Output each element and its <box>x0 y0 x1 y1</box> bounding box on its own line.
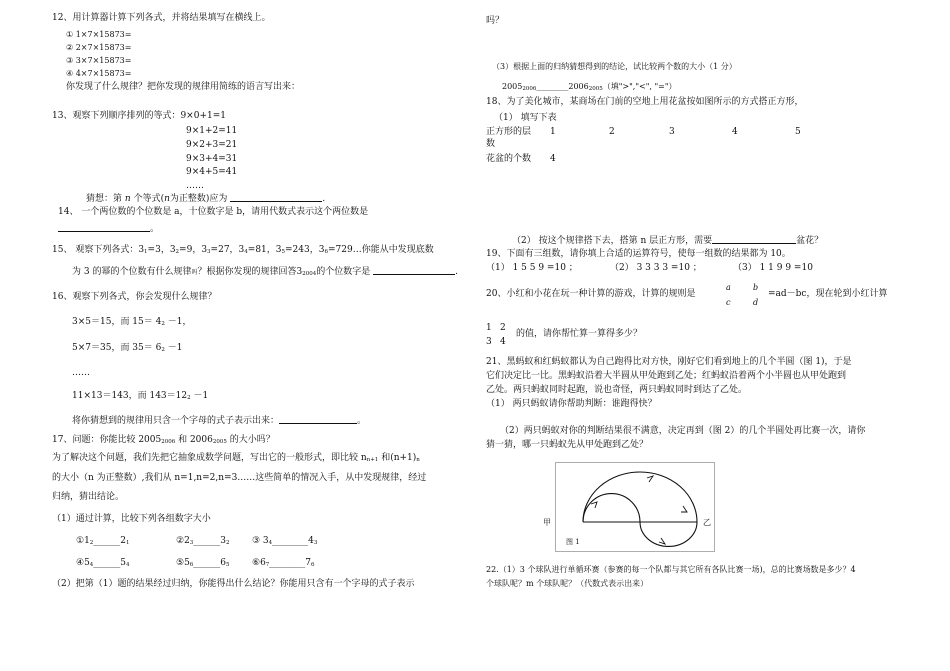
exponent: 6 <box>324 249 328 255</box>
q13-line: 9×1+2=11 <box>186 126 238 136</box>
text-run: －1 <box>164 343 183 353</box>
q17-sub3: （3）根据上面的归纳猜想得到的结论，试比较两个数的大小（1 分） <box>492 62 737 71</box>
q19-group: （1） 1 5 5 9 =10 ； <box>486 263 578 273</box>
text-run: =81，3 <box>247 245 282 255</box>
exponent: 2 <box>161 347 165 353</box>
exponent: 2005 <box>212 439 227 445</box>
matrix-entry: 3 <box>486 337 492 347</box>
text-run: 2005 <box>502 82 523 91</box>
q22-line2: 个球队呢？m 个球队呢？（代数式表示出来） <box>486 579 649 588</box>
answer-blank[interactable]: ________ <box>269 558 306 568</box>
text-run: 4 <box>308 536 314 546</box>
q17-compare <box>176 557 230 572</box>
q16-title: 16、观察下列各式，你会发现什么规律？ <box>52 292 217 302</box>
q21-line: 它们决定比一比。黑蚂蚁沿着大半圆从甲处跑到乙处；红蚂蚁沿着两个小半圆也从甲处跑到 <box>486 371 847 381</box>
exponent: n+1 <box>366 457 379 463</box>
answer-blank[interactable] <box>712 234 796 244</box>
answer-blank[interactable]: ______ <box>193 558 221 568</box>
q21-line: （1） 两只蚂蚁请你帮助判断：谁跑得快？ <box>486 399 657 409</box>
matrix-entry: 2 <box>500 323 506 333</box>
exponent: 3 <box>313 540 318 546</box>
q17-compare <box>76 535 130 550</box>
text-run: （填">","<", "="） <box>602 82 677 91</box>
text-run: 和(n+1) <box>378 453 417 463</box>
q21-sub2: 猜一猜，哪一只蚂蚁先从甲处跑到乙处？ <box>486 440 649 450</box>
q17-line4: 归纳，猜出结论。 <box>52 492 125 502</box>
q17-compare <box>76 557 130 572</box>
text-run: =243，3 <box>285 245 325 255</box>
text-run: ③ 3 <box>252 536 269 546</box>
q15-line2: 为 3 的幂的个位数有什么规律吗？根据你发现的规律回答32004的个位数字是 . <box>72 267 458 277</box>
answer-blank[interactable] <box>279 414 357 424</box>
text-run: 5 <box>120 558 127 568</box>
text-run: =729…你能从中发现底数 <box>327 245 434 255</box>
q17-sub3-compare <box>502 80 677 96</box>
q17-compare <box>252 535 317 550</box>
q17-line2 <box>52 452 420 467</box>
matrix-entry: b <box>753 283 759 292</box>
q16-ask: 将你猜想到的规律用只含一个字母的式子表示出来： 。 <box>72 416 367 426</box>
q14-title: 14、 一个两位数的个位数是 a，十位数字是 b，请用代数式表示这个两位数是 <box>58 207 369 217</box>
small-semicircle-upper <box>583 494 640 522</box>
small-semicircle-lower <box>640 522 697 546</box>
text-run: ⑤5 <box>176 558 190 568</box>
q21-line: 乙处。两只蚂蚁同时起跑，说也奇怪，两只蚂蚁同时到达了乙处。 <box>486 385 748 395</box>
q18-row2-label: 花盆的个数 <box>486 154 532 164</box>
text-run: 17、问题：你能比较 2005 <box>52 435 162 445</box>
q12-title: 12、用计算器计算下列各式，并将结果填写在横线上。 <box>52 13 271 23</box>
exponent: 2006 <box>522 86 537 92</box>
q21-line: 21、黑蚂蚁和红蚂蚁都认为自己跑得比对方快，刚好它们看到地上的几个半圆（图 1)，于是 <box>486 357 852 367</box>
text-run: 的大小吗？ <box>226 435 275 445</box>
q16-line <box>72 342 182 357</box>
q12-item: ① 1×7×15873= <box>66 30 132 39</box>
answer-blank[interactable] <box>230 192 322 202</box>
q19-group: （3） 1 1 9 9 =10 <box>733 263 813 273</box>
answer-blank[interactable] <box>58 222 150 232</box>
text-run: 5×7＝35，而 35＝ 6 <box>72 343 162 353</box>
matrix-entry: 4 <box>500 337 506 347</box>
q12-item: ② 2×7×15873= <box>66 43 132 52</box>
exponent: 4 <box>89 562 94 568</box>
text-run: ②2 <box>176 536 190 546</box>
matrix-entry: d <box>753 298 759 307</box>
matrix-entry: a <box>726 283 731 292</box>
exponent: 5 <box>226 562 230 568</box>
q17-line3: 的大小（n 为正整数）,我们从 n=1,n=2,n=3……这些简单的情况入手，从中发现规律，经过 <box>52 473 427 483</box>
text-run: 6 <box>220 558 227 568</box>
text-run: 7 <box>305 558 312 568</box>
matrix-entry: 1 <box>486 323 492 333</box>
text-run: －1， <box>164 317 192 327</box>
q13-title: 13、观察下列顺序排列的等式：9×0+1=1 <box>52 111 226 121</box>
answer-blank[interactable]: ________ <box>536 82 569 91</box>
table-cell: 3 <box>669 127 675 137</box>
text-run: =3，3 <box>147 245 176 255</box>
q14-answer: 。 <box>58 222 159 236</box>
q13-line: 9×4+5=41 <box>186 167 238 177</box>
text-run: ④5 <box>76 558 90 568</box>
text-run: 2 <box>120 536 127 546</box>
exponent: 2 <box>175 249 180 255</box>
table-cell: 1 <box>550 127 556 137</box>
q17-line1 <box>52 434 275 449</box>
text-run: 3×5＝15，而 15＝ 4 <box>72 317 162 327</box>
exponent: 7 <box>265 562 270 568</box>
exponent: 5 <box>281 249 286 255</box>
q12-item: ④ 4×7×15873= <box>66 69 132 78</box>
q18-sub1: （1） 填写下表 <box>494 113 557 123</box>
q12-item: ③ 3×7×15873= <box>66 56 132 65</box>
text-run: …… <box>72 368 90 378</box>
exponent: 2 <box>226 540 230 546</box>
answer-blank[interactable]: ______ <box>93 558 121 568</box>
large-semicircle <box>583 472 697 522</box>
q13-line: …… <box>186 181 204 191</box>
q18-sub2: （2） 按这个规律搭下去，搭第 n 层正方形，需要 盆花？ <box>512 236 824 246</box>
q15-line1 <box>52 244 434 259</box>
matrix-entry: c <box>726 298 731 307</box>
q17-sub2: （2）把第（1）题的结果经过归纳，你能得出什么结论？你能用只含有一个字母的式子表示 <box>52 579 415 589</box>
q13-line: 9×3+4=31 <box>186 154 238 164</box>
text-run: 3 <box>220 536 227 546</box>
table-cell: 4 <box>732 127 738 137</box>
text-run: 15、 观察下列各式：3 <box>52 245 145 255</box>
exponent: 2 <box>161 321 165 327</box>
q21-sub2: （2）两只蚂蚁对你的判断结果很不满意，决定再到（图 2）的几个半圆处再比赛一次，请你 <box>500 426 866 436</box>
exponent: 2 <box>187 395 191 401</box>
q17-sub1: （1）通过计算，比较下列各组数字大小 <box>52 514 211 524</box>
table-cell: 2 <box>609 127 615 137</box>
end-label: 乙 <box>703 518 711 527</box>
q16-line <box>72 316 191 331</box>
exponent: 2006 <box>161 439 176 445</box>
arrow-icon <box>591 502 597 508</box>
exponent: 4 <box>126 562 130 568</box>
exponent: 4 <box>268 540 273 546</box>
table-cell: 4 <box>550 154 556 164</box>
text-run: =9，3 <box>179 245 208 255</box>
arrow-icon <box>681 506 687 512</box>
exponent: 1 <box>126 540 130 546</box>
q16-line <box>72 390 208 405</box>
exponent: 1 <box>144 249 148 255</box>
q20-line1: 20、小红和小花在玩一种计算的游戏，计算的规则是 <box>486 289 696 299</box>
exponent: 3 <box>207 249 211 255</box>
figure-caption: 图 1 <box>566 538 580 546</box>
text-run: =27，3 <box>210 245 245 255</box>
text-run: －1 <box>190 391 209 401</box>
q18-title: 18、为了美化城市，某商场在门前的空地上用花盆按如图所示的方式搭正方形， <box>486 97 804 107</box>
q19-group: （2） 3 3 3 3 =10 ； <box>610 263 702 273</box>
text-run: 为了解决这个问题，我们先把它抽象成数学问题，写出它的一般形式，即比较 n <box>52 453 367 463</box>
answer-blank[interactable]: ______ <box>93 536 121 546</box>
text-run: ⑥6 <box>252 558 266 568</box>
exponent: 6 <box>311 562 315 568</box>
q12-ask: 你发现了什么规律？把你发现的规律用简练的语言写出来： <box>66 82 301 92</box>
q19-title: 19、下面有三组数，请你填上合适的运算符号，使每一组数的结果都为 10。 <box>486 249 791 259</box>
exponent: 3 <box>189 540 194 546</box>
answer-blank[interactable] <box>373 265 455 275</box>
q17-compare <box>252 557 315 572</box>
table-cell: 5 <box>795 127 801 137</box>
q16-line <box>72 367 90 380</box>
q18-row1-label: 数 <box>486 139 496 149</box>
exponent: 6 <box>189 562 194 568</box>
q20-rule: =ad－bc，现在轮到小红计算 <box>768 289 888 299</box>
exponent: 2005 <box>588 86 603 92</box>
q17-continued: 吗？ <box>486 16 505 26</box>
q20-line2: 的值，请你帮忙算一算得多少？ <box>516 329 643 339</box>
q17-compare <box>176 535 230 550</box>
text-run: ①1 <box>76 536 90 546</box>
start-label: 甲 <box>543 518 551 527</box>
arrow-icon <box>647 476 653 482</box>
text-run: 和 2006 <box>175 435 213 445</box>
q13-guess: 猜想：第 n 个等式(n为正整数)应为 . <box>86 194 326 204</box>
text-run: 2006 <box>568 82 589 91</box>
q13-line: 9×2+3=21 <box>186 140 238 150</box>
exponent: 2 <box>89 540 94 546</box>
answer-blank[interactable]: ______ <box>193 536 221 546</box>
answer-blank[interactable]: ________ <box>272 536 309 546</box>
exponent: n <box>416 457 420 463</box>
exponent: 4 <box>244 249 248 255</box>
text-run: 11×13＝143，而 143＝12 <box>72 391 188 401</box>
q18-row1-label: 正方形的层 <box>486 127 532 137</box>
arrow-icon <box>659 538 665 544</box>
q22-line1: 22.（1）3 个球队进行单循环赛（参赛的每一个队都与其它所有各队比赛一场)，总的比赛场数是多少？4 <box>486 565 856 574</box>
